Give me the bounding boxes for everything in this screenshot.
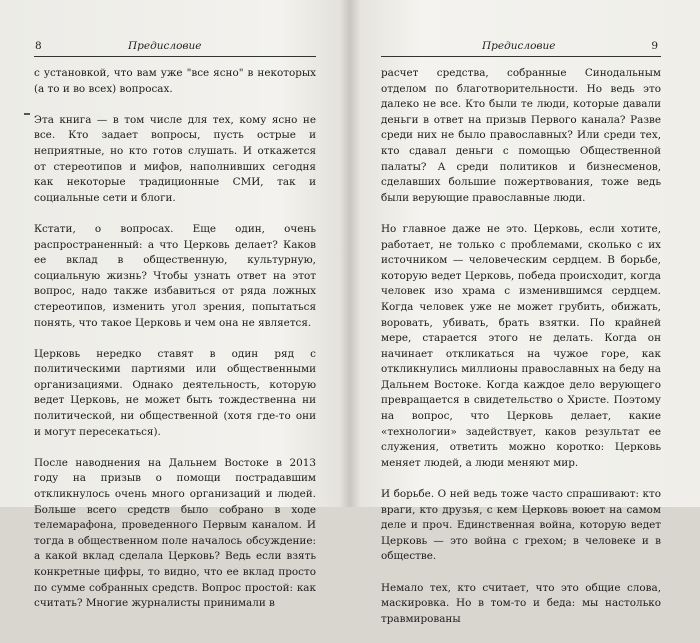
paragraph: Эта книга — в том числе для тех, кому ясно не все. Кто задает вопросы, пусть острые и неприятные, но кто готов слушать. И откажется от стереотипов и мифов, наполнивших сегодня как некоторые традиционные СМИ, так и социальные сети и блоги. — [34, 113, 316, 204]
header-rule-left — [34, 56, 316, 57]
left-page — [0, 0, 350, 610]
page-number-left: 8 — [35, 40, 42, 52]
paragraph: Немало тех, кто считает, что это общие слова, маскировка. Но в том-то и беда: мы настолько травмированы — [381, 581, 661, 625]
paragraph: И борьбе. О ней ведь тоже часто спрашивают: кто враги, кто друзья, с кем Церковь воюет на самом деле и проч. Единственная война, которую ведет Церковь — это война с грехом; в человеке и в обществе. — [381, 488, 661, 563]
page-number-right: 9 — [651, 40, 658, 52]
paragraph: Но главное даже не это. Церковь, если хотите, работает, не только с проблемами, сколько с их источником — человеческим сердцем. В борьбе, которую ведет Церковь, победа происходит, когда человек изо храма с изменившимся сердцем. Когда человек уже не может грубить, обижать, воровать, убивать, брать взятки. По крайней мере, старается этого не делать. Когда он начинает откликаться на чужое горе, как откликнулись миллионы православных на беду на Дальнем Востоке. Когда каждое дело верующего превращается в свидетельство о Христе. Поэтому на вопрос, что Церковь делает, какие «технологии» задействует, каков результат ее служения, ответить можно коротко: Церковь меняет людей, а люди меняют мир. — [381, 222, 661, 469]
body-text-right — [381, 66, 661, 643]
running-head-left: Предисловие — [128, 40, 202, 52]
running-head-right: Предисловие — [482, 40, 556, 52]
paragraph: расчет средства, собранные Синодальным отделом по благотворительности. Но ведь это далеко не все. Кто были те люди, которые давали деньги в ответ на призыв Первого канала? Разве среди них не было православных? Или среди тех, кто сдавал деньги с помощью Общественной палаты? А среди политиков и бизнесменов, сделавших большие пожертвования, тоже ведь были верующие православные люди. — [381, 67, 661, 204]
paragraph: с установкой, что вам уже "все ясно" в некоторых (а то и во всех) вопросах. — [34, 67, 316, 95]
body-text-left — [34, 66, 316, 627]
margin-mark — [24, 113, 30, 115]
paragraph: После наводнения на Дальнем Востоке в 2013 году на призыв о помощи пострадавшим откликнулось очень много организаций и людей. Больше всего средств было собрано в ходе телемарафона, проведенного Первым каналом. И тогда в общественном поле началось обсуждение: а какой вклад сделала Церковь? Ведь если взять конкретные цифры, то видно, что ее вклад просто по сумме собранных средств. Вопрос простой: как считать? Многие журналисты принимали в — [34, 456, 316, 610]
paragraph: Кстати, о вопросах. Еще один, очень распространенный: а что Церковь делает? Каков ее вклад в общественную, культурную, социальную жизнь? Чтобы узнать ответ на этот вопрос, надо также избавиться от ряда ложных стереотипов, изменить угол зрения, попытаться понять, что такое Церковь и чем она не является. — [34, 222, 316, 329]
paragraph: Церковь нередко ставят в один ряд с политическими партиями или общественными организациями. Однако деятельность, которую ведет Церковь, не может быть тождественна ни политической, ни общественной (хотя где-то они и могут пересекаться). — [34, 347, 316, 438]
header-rule-right — [381, 56, 661, 57]
right-page — [350, 0, 700, 625]
